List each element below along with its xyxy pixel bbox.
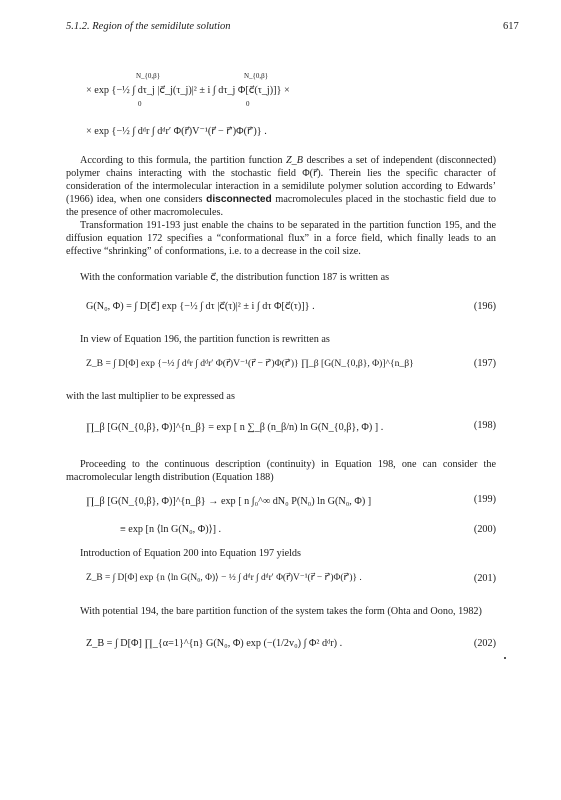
equation-number: (197) bbox=[473, 358, 496, 369]
text: macromolecules placed in the stochastic field due to the presence of other macromolecules. bbox=[66, 194, 496, 218]
text: describes a set of independent (disconnected) polymer chains interacting with the stochastic field Φ(r⃗). Therein lies the specific character of consideration of the intermolecular interaction in a semidilute polymer solution according to Edwards’ (1966) idea, when one considers bbox=[66, 155, 497, 205]
text: According to this formula, the partition function bbox=[80, 155, 286, 166]
equation-body: G(N₀, Φ) = ∫ D[c⃗] exp {−½ ∫ dτ |c⃗(τ)|² ± i ∫ dτ Φ[c⃗(τ)]} . bbox=[86, 301, 315, 312]
paragraph: Proceeding to the continuous description (continuity) in Equation 198, one can consider the macromolecular length distribution (Equation 188) bbox=[66, 459, 496, 483]
equation-196 bbox=[66, 300, 496, 324]
paragraph: With potential 194, the bare partition function of the system takes the form (Ohta and Oono, 1982) bbox=[80, 606, 482, 617]
equation-199 bbox=[66, 493, 496, 519]
equation-body: ∏_β [G(N_{0,β}, Φ)]^{n_β} = exp [ n ∑_β (n_β/n) ln G(N_{0,β}, Φ) ] . bbox=[86, 422, 384, 433]
paragraph: with the last multiplier to be expressed as bbox=[66, 391, 235, 402]
equation-number: (202) bbox=[473, 638, 496, 649]
equation-number: (198) bbox=[473, 420, 496, 431]
integral-upper-limit: N_{0,β} bbox=[244, 72, 269, 80]
equation-198 bbox=[66, 419, 496, 445]
paragraph: Introduction of Equation 200 into Equation 197 yields bbox=[80, 548, 301, 559]
equation-body: × exp {−½ ∫ dᵈr ∫ dᵈr′ Φ(r⃗)V⁻¹(r⃗ − r⃗′)Φ(r⃗′)} . bbox=[86, 126, 267, 137]
paragraph: Transformation 191-193 just enable the chains to be separated in the partition function 195, and the diffusion equation 172 specifies a “conformational flux” in a force field, which finally leads to an effective “shrinking” of conformations, i.e. to a decrease in the coil size. bbox=[66, 220, 496, 257]
equation-body: Z_B = ∫ D[Φ] exp {n ⟨ln G(N₀, Φ)⟩ − ½ ∫ dᵈr ∫ dᵈr′ Φ(r⃗)V⁻¹(r⃗ − r⃗′)Φ(r⃗′)} . bbox=[86, 573, 362, 583]
equation-number: (201) bbox=[473, 573, 496, 584]
equation-197 bbox=[66, 357, 496, 381]
page-number: 617 bbox=[503, 21, 519, 32]
symbol: Z_B bbox=[285, 155, 303, 166]
scan-speck bbox=[504, 657, 506, 659]
equation-body: ∏_β [G(N_{0,β}, Φ)]^{n_β} → exp [ n ∫₀^∞ dN₀ P(N₀) ln G(N₀, Φ) ] bbox=[86, 496, 372, 507]
paragraph: With the conformation variable c⃗, the distribution function 187 is written as bbox=[80, 272, 390, 283]
running-header: 5.1.2. Region of the semidilute solution bbox=[66, 21, 231, 32]
equation-202 bbox=[66, 633, 496, 663]
integral-upper-limit: N_{0,β} bbox=[136, 72, 161, 80]
equation-number: (199) bbox=[473, 494, 496, 505]
equation-200 bbox=[66, 523, 496, 539]
paragraph bbox=[66, 154, 496, 219]
equation-body: Z_B = ∫ D[Φ] exp {−½ ∫ dᵈr ∫ dᵈr′ Φ(r⃗)V⁻¹(r⃗ − r⃗′)Φ(r⃗′)} ∏_β [G(N_{0,β}, Φ)]^{n_β} bbox=[86, 358, 414, 369]
equation-body: × exp {−½ ∫ dτ_j |c⃗_j(τ_j)|² ± i ∫ dτ_j Φ[c⃗(τ_j)]} × bbox=[86, 85, 290, 96]
paragraph: In view of Equation 196, the partition function is rewritten as bbox=[80, 334, 330, 345]
integral-lower-limit: 0 bbox=[138, 100, 142, 108]
equation-body: ≡ exp [n ⟨ln G(N₀, Φ)⟩] . bbox=[120, 524, 222, 535]
emphasis: disconnected bbox=[206, 194, 272, 205]
equation-number: (200) bbox=[473, 524, 496, 535]
equation-201 bbox=[66, 572, 496, 596]
equation-body: Z_B = ∫ D[Φ] ∏_{α=1}^{n} G(N₀, Φ) exp (−(1/2v₀) ∫ Φ² dᵈr) . bbox=[86, 638, 343, 649]
equation-number: (196) bbox=[473, 301, 496, 312]
integral-lower-limit: 0 bbox=[246, 100, 250, 108]
